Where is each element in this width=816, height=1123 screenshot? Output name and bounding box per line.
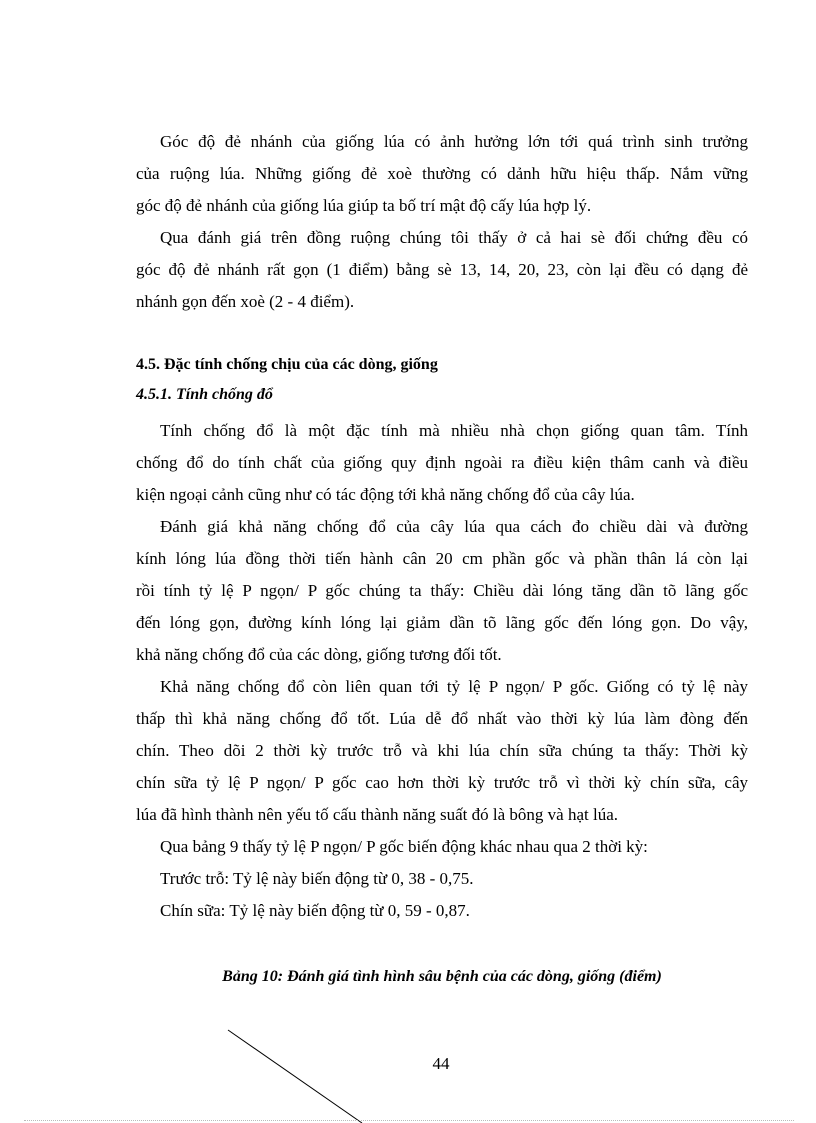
page-bottom-border xyxy=(24,1120,794,1121)
section-heading: 4.5. Đặc tính chống chịu của các dòng, giống xyxy=(136,356,438,373)
text-line: rồi tính tỷ lệ P ngọn/ P gốc chúng ta thấy: Chiều dài lóng tăng dần tõ lãng gốc xyxy=(136,581,748,600)
text-line: kính lóng lúa đồng thời tiến hành cân 20 cm phần gốc và phần thân lá còn lại xyxy=(136,549,748,568)
text-line: nhánh gọn đến xoè (2 - 4 điểm). xyxy=(136,292,355,311)
text-line: của ruộng lúa. Những giống đẻ xoè thường có dảnh hữu hiệu thấp. Nắm vững xyxy=(136,164,748,183)
text-line: Tính chống đổ là một đặc tính mà nhiều nhà chọn giống quan tâm. Tính xyxy=(160,421,748,440)
text-line: Chín sữa: Tỷ lệ này biến động từ 0, 59 - 0,87. xyxy=(160,901,470,920)
text-line: chín. Theo dõi 2 thời kỳ trước trỗ và khi lúa chín sữa chúng ta thấy: Thời kỳ xyxy=(136,741,748,760)
text-line: chín sữa tỷ lệ P ngọn/ P gốc cao hơn thời kỳ trước trỗ vì thời kỳ chín sữa, cây xyxy=(136,773,748,792)
text-line: Góc độ đẻ nhánh của giống lúa có ảnh hưởng lớn tới quá trình sinh trưởng xyxy=(160,132,748,151)
text-line: Đánh giá khả năng chống đổ của cây lúa qua cách đo chiều dài và đường xyxy=(160,517,748,536)
text-line: đến lóng gọn, đường kính lóng lại giảm dần tõ lãng gốc đến lóng gọn. Do vậy, xyxy=(136,613,748,632)
table-caption: Bảng 10: Đánh giá tình hình sâu bệnh của các dòng, giống (điểm) xyxy=(222,968,662,985)
text-line: lúa đã hình thành nên yếu tố cấu thành năng suất đó là bông và hạt lúa. xyxy=(136,805,619,824)
subsection-heading: 4.5.1. Tính chống đổ xyxy=(136,386,273,403)
text-line: Khả năng chống đổ còn liên quan tới tỷ lệ P ngọn/ P gốc. Giống có tỷ lệ này xyxy=(160,677,748,696)
text-line: Qua bảng 9 thấy tỷ lệ P ngọn/ P gốc biến động khác nhau qua 2 thời kỳ: xyxy=(160,837,648,856)
page-number: 44 xyxy=(432,1054,450,1073)
text-line: Trước trỗ: Tỷ lệ này biến động từ 0, 38 - 0,75. xyxy=(160,869,474,888)
text-line: Qua đánh giá trên đồng ruộng chúng tôi thấy ở cả hai sè đối chứng đều có xyxy=(160,228,748,247)
text-line: góc độ đẻ nhánh rất gọn (1 điểm) bằng sè 13, 14, 20, 23, còn lại đều có dạng đẻ xyxy=(136,260,748,279)
text-line: kiện ngoại cảnh cũng như có tác động tới khả năng chống đổ của cây lúa. xyxy=(136,485,635,504)
text-line: góc độ đẻ nhánh của giống lúa giúp ta bố trí mật độ cấy lúa hợp lý. xyxy=(136,196,592,215)
text-line: chống đổ do tính chất của giống quy định ngoài ra điều kiện thâm canh và điều xyxy=(136,453,748,472)
text-line: thấp thì khả năng chống đổ tốt. Lúa dễ đổ nhất vào thời kỳ lúa làm đòng đến xyxy=(136,709,748,728)
text-line: khả năng chống đổ của các dòng, giống tương đối tốt. xyxy=(136,645,502,664)
